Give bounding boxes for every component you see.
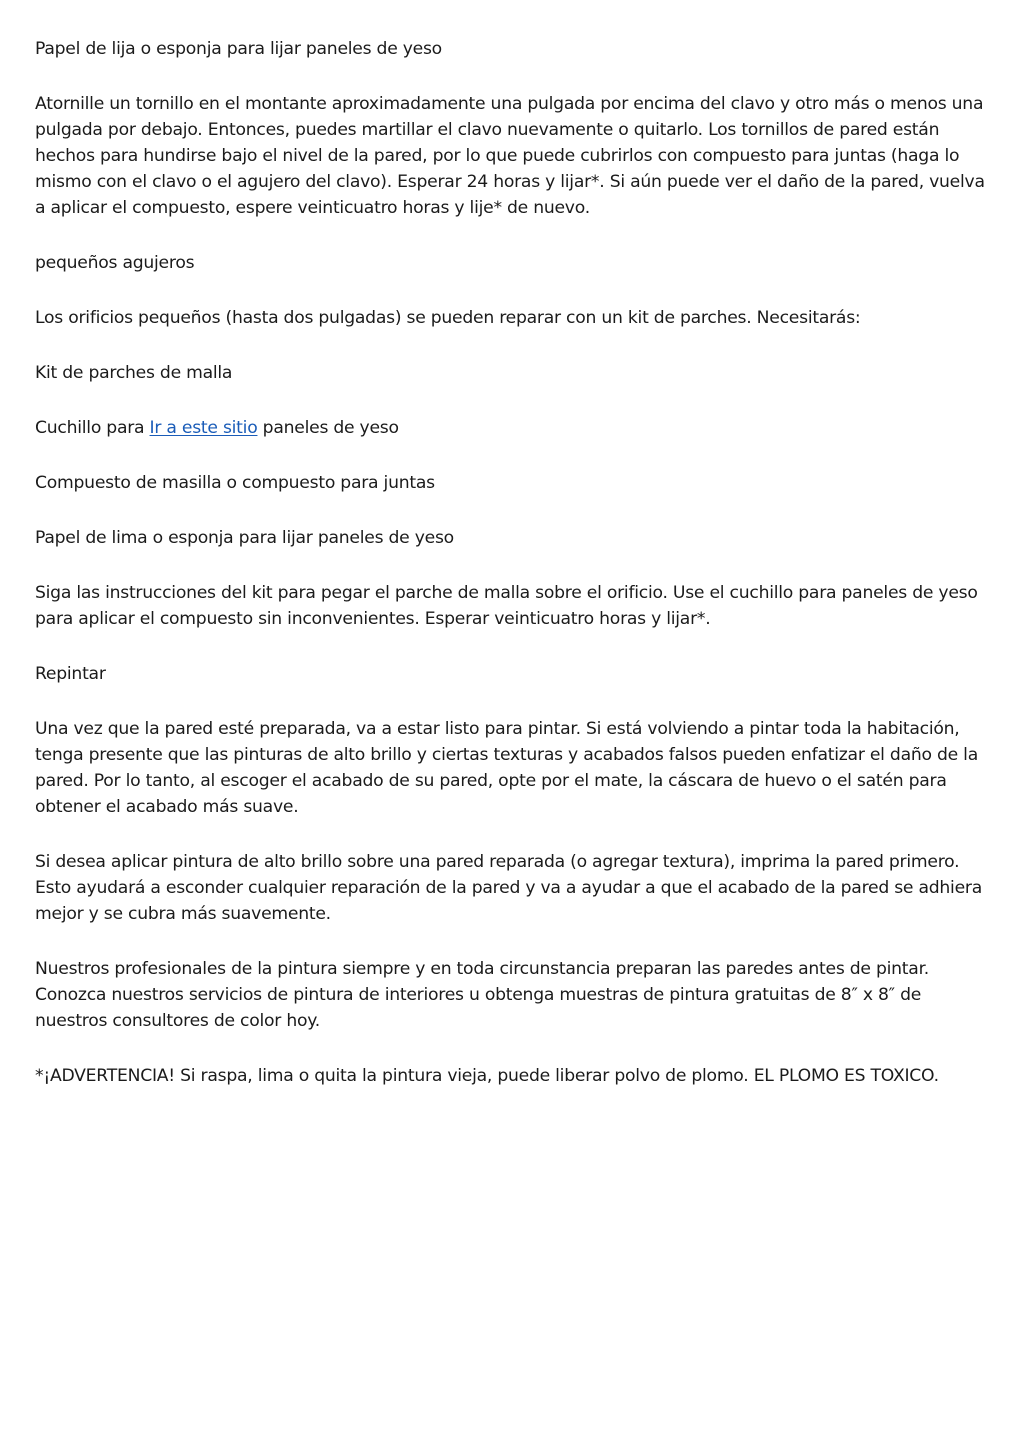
drywall-knife-text-after: paneles de yeso [257, 418, 399, 438]
list-item-drywall-knife [35, 415, 995, 441]
paragraph-small-holes-intro: Los orificios pequeños (hasta dos pulgadas) se pueden reparar con un kit de parches. Necesitarás: [35, 308, 861, 328]
paragraph-patch-instructions: Siga las instrucciones del kit para pegar el parche de malla sobre el orificio. Use el cuchillo para paneles de yeso para aplicar el compuesto sin inconvenientes. Esperar veinticuatro horas y lijar*. [35, 583, 978, 629]
list-item-mesh-patch-kit: Kit de parches de malla [35, 363, 233, 383]
list-item-sanding-sponge: Papel de lima o esponja para lijar paneles de yeso [35, 528, 454, 548]
paragraph-sandpaper-item: Papel de lija o esponja para lijar paneles de yeso [35, 39, 442, 59]
drywall-knife-text-before: Cuchillo para [35, 418, 150, 438]
paragraph-repaint-finish: Una vez que la pared esté preparada, va a estar listo para pintar. Si está volviendo a pintar toda la habitación, tenga presente que las pinturas de alto brillo y ciertas texturas y acabados falsos pueden enfatizar el daño de la pared. Por lo tanto, al escoger el acabado de su pared, opte por el mate, la cáscara de huevo o el satén para obtener el acabado más suave. [35, 719, 978, 817]
go-to-site-link[interactable]: Ir a este sitio [149, 418, 258, 438]
paragraph-professionals: Nuestros profesionales de la pintura siempre y en toda circunstancia preparan las paredes antes de pintar. Conozca nuestros servicios de pintura de interiores u obtenga muestras de pintura gratuitas de 8″ x 8″ de nuestros consultores de color hoy. [35, 959, 930, 1031]
section-heading-small-holes: pequeños agujeros [35, 253, 195, 273]
paragraph-high-gloss-primer: Si desea aplicar pintura de alto brillo sobre una pared reparada (o agregar textura), imprima la pared primero. Esto ayudará a esconder cualquier reparación de la pared y va a ayudar a que el acabado de la pared se adhiera mejor y se cubra más suavemente. [35, 852, 983, 924]
list-item-joint-compound: Compuesto de masilla o compuesto para juntas [35, 473, 435, 493]
paragraph-lead-warning: *¡ADVERTENCIA! Si raspa, lima o quita la pintura vieja, puede liberar polvo de plomo. EL PLOMO ES TOXICO. [35, 1066, 939, 1086]
section-heading-repaint: Repintar [35, 664, 106, 684]
document-body [35, 36, 995, 1118]
paragraph-screw-instructions: Atornille un tornillo en el montante aproximadamente una pulgada por encima del clavo y otro más o menos una pulgada por debajo. Entonces, puedes martillar el clavo nuevamente o quitarlo. Los tornillos de pared están hechos para hundirse bajo el nivel de la pared, por lo que puede cubrirlos con compuesto para juntas (haga lo mismo con el clavo o el agujero del clavo). Esperar 24 horas y lijar*. Si aún puede ver el daño de la pared, vuelva a aplicar el compuesto, espere veinticuatro horas y lije* de nuevo. [35, 94, 985, 218]
